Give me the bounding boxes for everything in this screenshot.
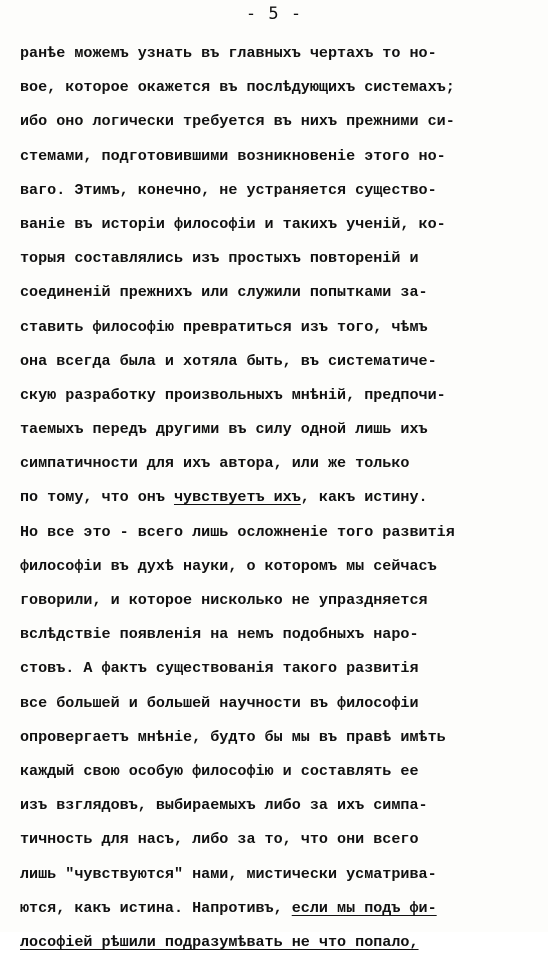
text-line-15: Но все это - всего лишь осложненіе того развитія (20, 522, 455, 541)
text-line-1: ранѣе можемъ узнать въ главныхъ чертахъ то но- (20, 44, 437, 62)
underlined-phrase: чувствуетъ ихъ (173, 488, 301, 507)
text-line-24: тичность для насъ, либо за то, что они всего (20, 830, 419, 849)
text-line-9: ставить философію превратиться изъ того, чѣмъ (20, 317, 428, 336)
text-line-27 (20, 925, 540, 959)
text-line-14-after: , какъ истину. (300, 488, 428, 507)
text-line-14 (20, 480, 540, 514)
text-line-16: философіи въ духѣ науки, о которомъ мы сейчасъ (20, 556, 437, 575)
text-line-3: ибо оно логически требуется въ нихъ прежними си- (20, 112, 455, 131)
text-line-26-before: ются, какъ истина. Напротивъ, (20, 898, 292, 917)
underlined-phrase: если мы подъ фи- (291, 898, 437, 917)
text-line-6: ваніе въ исторіи философіи и такихъ ученій, ко- (20, 214, 446, 233)
text-line-17: говорили, и которое нисколько не упраздняется (20, 591, 428, 609)
text-line-11: скую разработку произвольныхъ мнѣній, предпочи- (20, 385, 446, 404)
text-line-4: стемами, подготовившими возникновеніе этого но- (20, 146, 446, 165)
text-line-22: каждый свою особую философію и составлять ее (20, 761, 419, 780)
text-line-2: вое, которое окажется въ послѣдующихъ системахъ; (20, 78, 455, 97)
text-line-23: изъ взглядовъ, выбираемыхъ либо за ихъ симпа- (20, 796, 428, 815)
body-text (20, 36, 540, 959)
text-line-12: таемыхъ передъ другими въ силу одной лишь ихъ (20, 420, 428, 439)
text-line-10: она всегда была и хотяла быть, въ систематиче- (20, 351, 437, 370)
text-line-8: соединеній прежнихъ или служили попытками за- (20, 283, 428, 302)
text-line-19: стовъ. А фактъ существованія такого развитія (20, 659, 419, 678)
text-line-5: ваго. Этимъ, конечно, не устраняется существо- (20, 180, 437, 199)
text-line-20: все большей и большей научности въ философіи (20, 693, 419, 712)
page-number: - 5 - (245, 4, 303, 24)
text-line-13: симпатичности для ихъ автора, или же только (20, 454, 410, 473)
text-line-26 (20, 891, 540, 925)
text-line-14-before: по тому, что онъ (20, 488, 174, 507)
text-line-18: вслѣдствіе появленія на немъ подобныхъ наро- (20, 625, 419, 644)
text-line-7: торыя составлялись изъ простыхъ повтореній и (20, 249, 419, 268)
underlined-phrase: лософіей рѣшили подразумѣвать не что попало, (20, 932, 419, 951)
text-line-25: лишь "чувствуются" нами, мистически усматрива- (20, 864, 437, 883)
text-line-21: опровергаетъ мнѣніе, будто бы мы въ правѣ имѣть (20, 727, 446, 746)
